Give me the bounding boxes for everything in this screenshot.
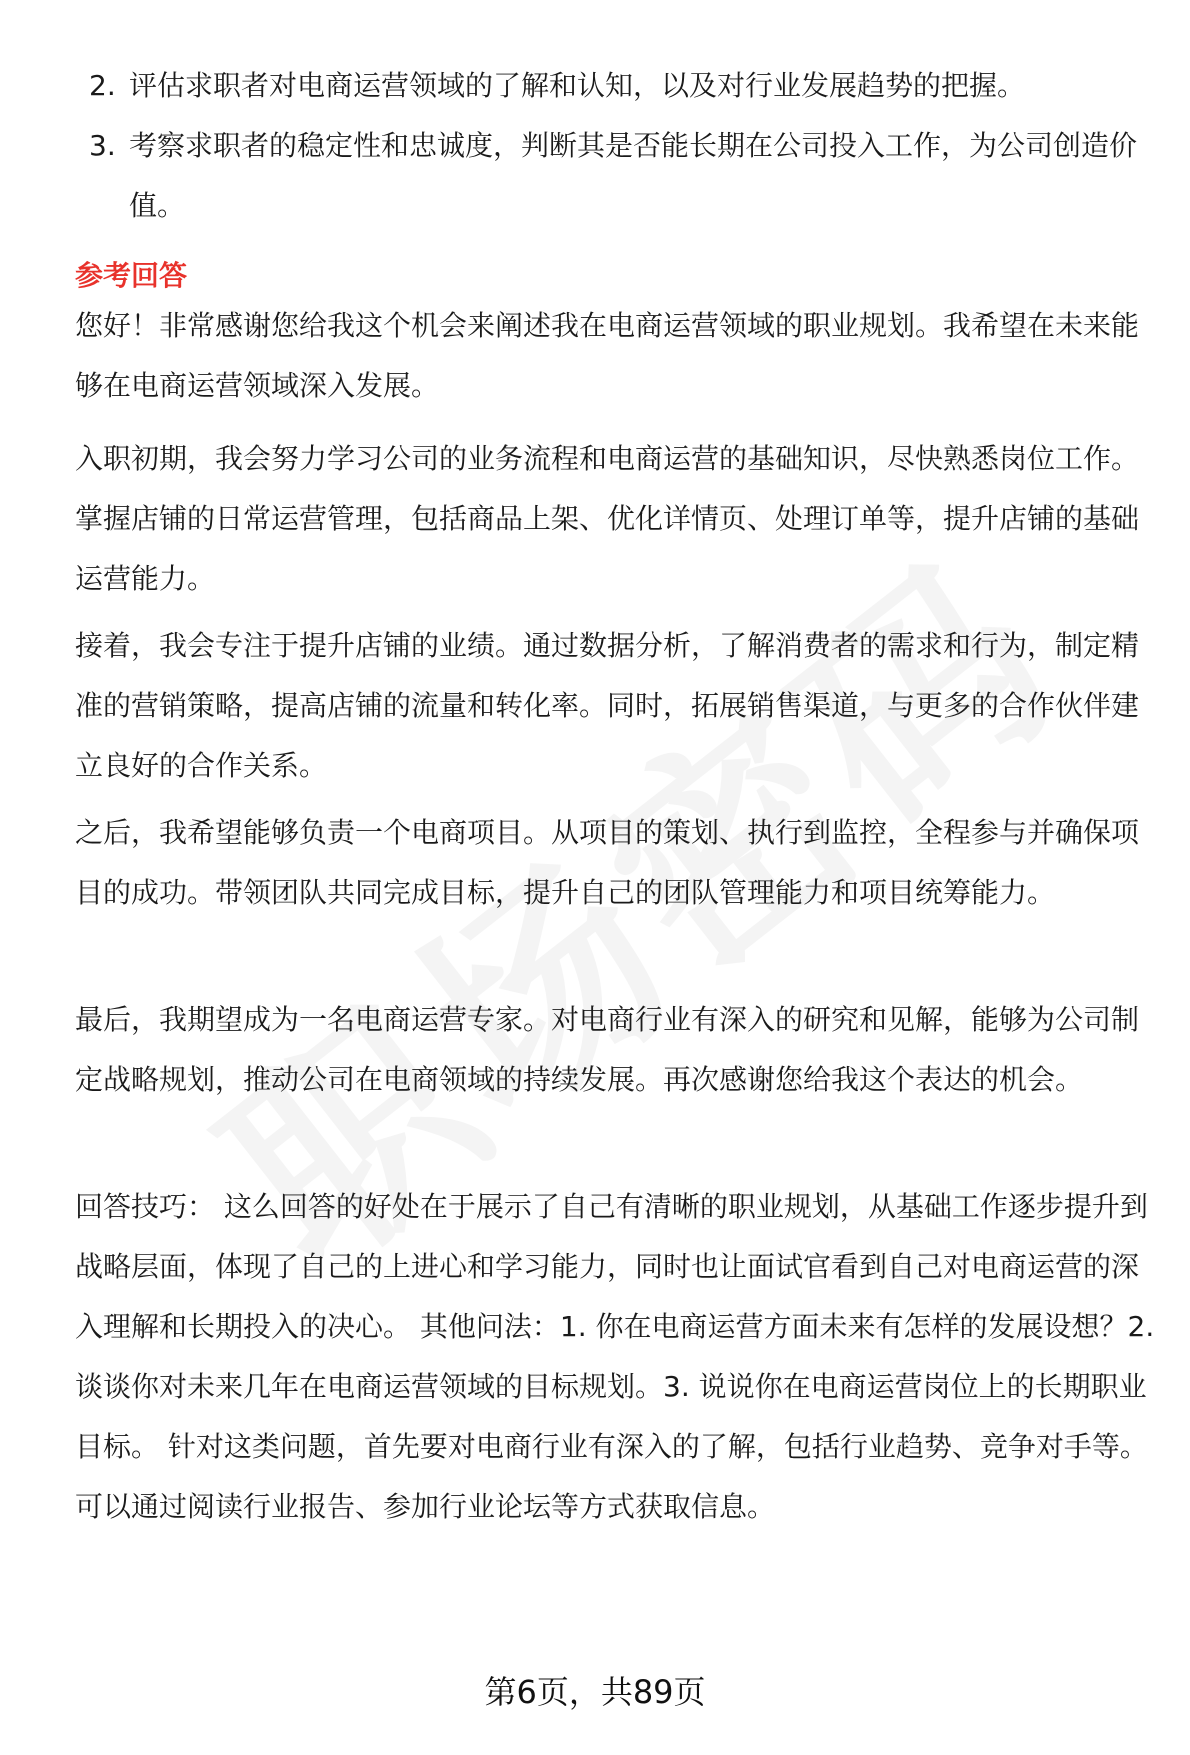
paragraph: 最后，我期望成为一名电商运营专家。对电商行业有深入的研究和见解，能够为公司制定战略规划，推动公司在电商领域的持续发展。再次感谢您给我这个表达的机会。: [75, 1003, 1140, 1096]
paragraph: 您好！非常感谢您给我这个机会来阐述我在电商运营领域的职业规划。我希望在未来能够在电商运营领域深入发展。: [75, 309, 1140, 402]
list-item: [75, 56, 1155, 116]
paragraph: 之后，我希望能够负责一个电商项目。从项目的策划、执行到监控，全程参与并确保项目的成功。带领团队共同完成目标，提升自己的团队管理能力和项目统筹能力。: [75, 816, 1140, 909]
list-item: [75, 116, 1155, 236]
paragraph: 接着，我会专注于提升店铺的业绩。通过数据分析，了解消费者的需求和行为，制定精准的营销策略，提高店铺的流量和转化率。同时，拓展销售渠道，与更多的合作伙伴建立良好的合作关系。: [75, 629, 1140, 782]
answer-tips-paragraph: 回答技巧： 这么回答的好处在于展示了自己有清晰的职业规划，从基础工作逐步提升到战略层面，体现了自己的上进心和学习能力，同时也让面试官看到自己对电商运营的深入理解和长期投入的决心。 其他问法：1. 你在电商运营方面未来有怎样的发展设想？2. 谈谈你对未来几年在电商运营领域的目标规划。3. 说说你在电商运营岗位上的长期职业目标。 针对这类问题，首先要对电商行业有深入的了解，包括行业趋势、竞争对手等。可以通过阅读行业报告、参加行业论坛等方式获取信息。: [75, 1190, 1155, 1523]
purpose-list: [75, 56, 1155, 236]
paragraph: 入职初期，我会努力学习公司的业务流程和电商运营的基础知识，尽快熟悉岗位工作。掌握店铺的日常运营管理，包括商品上架、优化详情页、处理订单等，提升店铺的基础运营能力。: [75, 442, 1140, 595]
reference-answer-heading: 参考回答: [75, 259, 188, 292]
list-item-number: 3.: [89, 129, 116, 162]
list-item-number: 2.: [89, 69, 116, 102]
list-item-text: 评估求职者对电商运营领域的了解和认知，以及对行业发展趋势的把握。: [129, 69, 1026, 102]
list-item-text: 考察求职者的稳定性和忠诚度，判断其是否能长期在公司投入工作，为公司创造价值。: [129, 129, 1138, 222]
page-number-footer: 第6页，共89页: [484, 1673, 706, 1711]
